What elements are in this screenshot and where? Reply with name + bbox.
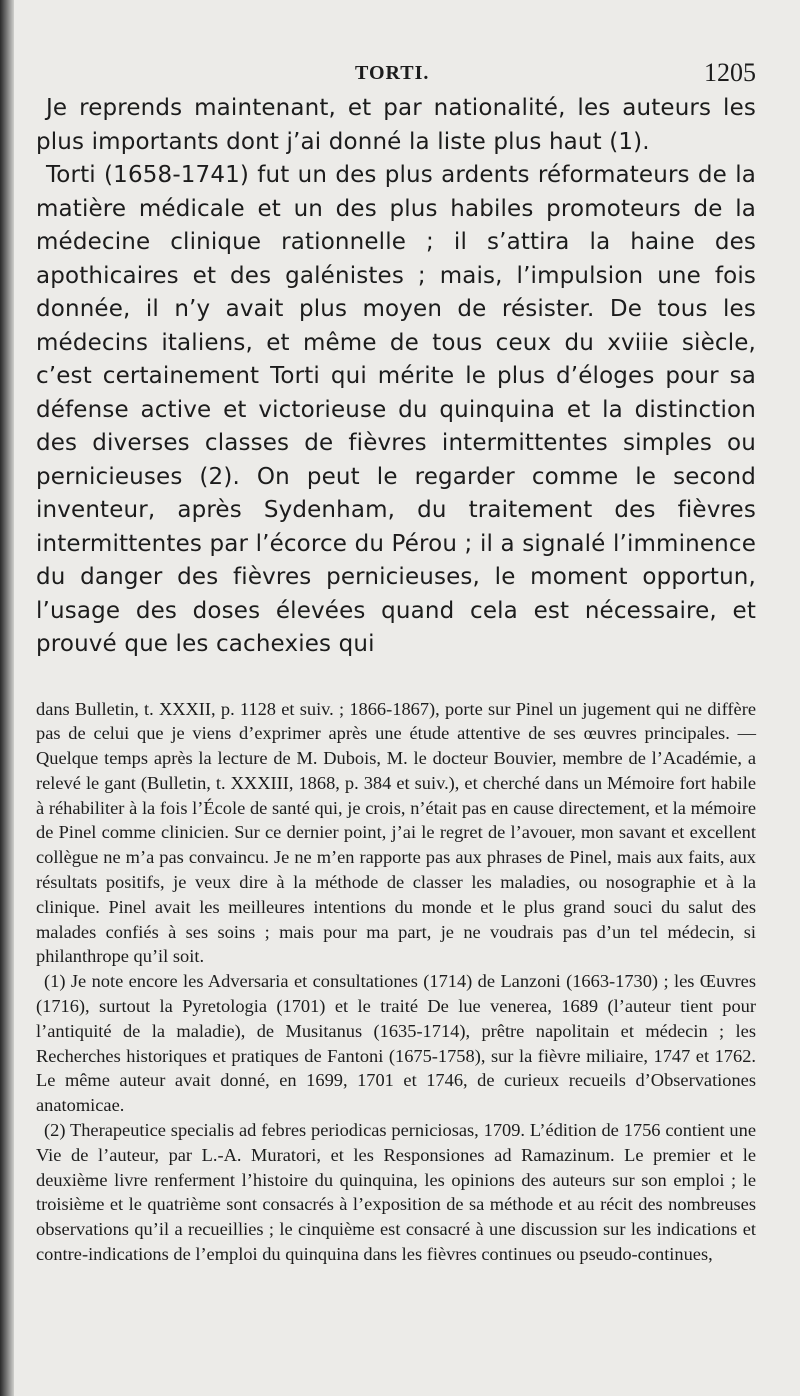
footnote-continuation: dans Bulletin, t. XXXII, p. 1128 et suiv. ; 1866-1867), porte sur Pinel un jugement qui ne diffère pas de celui que je viens d’exprimer après une étude attentive de ses œuvres principales. — Quelque temps après la lecture de M. Dubois, M. le docteur Bouvier, membre de l’Académie, a relevé le gant (Bulletin, t. XXXIII, 1868, p. 384 et suiv.), et cherché dans un Mémoire fort habile à réhabiliter à la fois l’École de santé qui, je crois, n’était pas en cause directement, et la mémoire de Pinel comme clinicien. Sur ce dernier point, j’ai le regret de l’avouer, mon savant et excellent collègue ne m’a pas convaincu. Je ne m’en rapporte pas aux phrases de Pinel, mais aux faits, aux résultats positifs, je veux dire à la méthode de classer les maladies, ou nosographie et à la clinique. Pinel avait les meilleures intentions du monde et le plus grand souci du salut des malades confiés à ses soins ; mais pour ma part, je ne voudrais pas d’un tel médecin, si philanthrope qu’il soit. bbox=[36, 698, 756, 967]
footnotes bbox=[36, 697, 756, 1267]
footnote-2: (2) Therapeutice specialis ad febres periodicas perniciosas, 1709. L’édition de 1756 contient une Vie de l’auteur, par L.-A. Muratori, et les Responsiones ad Ramazinum. Le premier et le deuxième livre renferment l’histoire du quinquina, les opinions des auteurs sur son emploi ; le troisième et le quatrième sont consacrés à l’exposition de sa méthode et au récit des nombreuses observations qu’il a recueillies ; le cinquième est consacré à une discussion sur les indications et contre-indications de l’emploi du quinquina dans les fièvres continues ou pseudo-continues, bbox=[36, 1120, 756, 1265]
footnote-1: (1) Je note encore les Adversaria et consultationes (1714) de Lanzoni (1663-1730) ; les Œuvres (1716), surtout la Pyretologia (1701) et le traité De lue venerea, 1689 (l’auteur tient pour l’antiquité de la maladie), de Musitanus (1635-1714), prêtre napolitain et médecin ; les Recherches historiques et pratiques de Fantoni (1675-1758), sur la fièvre miliaire, 1747 et 1762. Le même auteur avait donné, en 1699, 1701 et 1746, de curieux recueils d’Observationes anatomicae. bbox=[36, 971, 756, 1116]
footnote-separator bbox=[36, 682, 756, 683]
paragraph-intro: Je reprends maintenant, et par nationalité, les auteurs les plus importants dont j’ai donné la liste plus haut (1). bbox=[36, 95, 756, 155]
page-number: 1205 bbox=[704, 58, 756, 87]
binding-gutter bbox=[0, 0, 14, 1396]
running-head: TORTI. bbox=[355, 62, 430, 84]
page-header bbox=[36, 52, 756, 92]
paragraph-torti: Torti (1658-1741) fut un des plus ardents réformateurs de la matière médicale et un des plus habiles promoteurs de la médecine clinique rationnelle ; il s’attira la haine des apothicaires et des galénistes ; mais, l’impulsion une fois donnée, il n’y avait plus moyen de résister. De tous les médecins italiens, et même de tous ceux du xviiie siècle, c’est certainement Torti qui mérite le plus d’éloges pour sa défense active et victorieuse du quinquina et la distinction des diverses classes de fièvres intermittentes simples ou pernicieuses (2). On peut le regarder comme le second inventeur, après Sydenham, du traitement des fièvres intermittentes par l’écorce du Pérou ; il a signalé l’imminence du danger des fièvres pernicieuses, le moment opportun, l’usage des doses élevées quand cela est nécessaire, et prouvé que les cachexies qui bbox=[36, 162, 756, 657]
main-text bbox=[36, 92, 756, 662]
book-page bbox=[36, 52, 756, 1267]
